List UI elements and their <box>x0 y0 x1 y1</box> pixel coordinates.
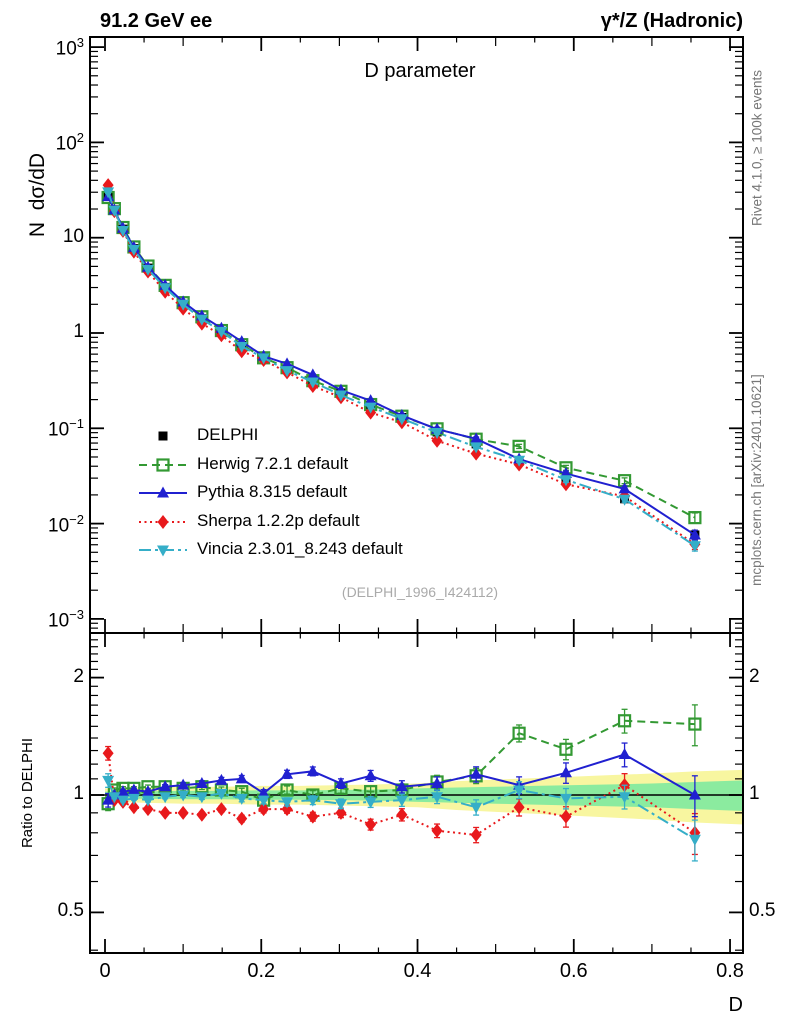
ratio-tick-label-right: 0.5 <box>749 900 776 922</box>
y-axis-tick-label: 1 <box>73 321 84 342</box>
ratio-tick-label-left: 1 <box>73 783 84 804</box>
beam-energy-label: 91.2 GeV ee <box>100 10 213 32</box>
legend-item-vincia: Vincia 2.3.01_8.243 default <box>197 539 403 558</box>
y-axis-tick-label: 10 <box>62 225 84 247</box>
ratio-tick-label-right: 2 <box>749 665 760 687</box>
x-axis-tick-label: 0.8 <box>716 960 744 982</box>
legend-item-herwig: Herwig 7.2.1 default <box>197 454 349 473</box>
series-delphi <box>104 191 700 540</box>
plot-title: D parameter <box>364 60 476 82</box>
legend-markers <box>139 432 187 557</box>
series-sherpa <box>103 178 701 854</box>
ratio-tick-label-left: 0.5 <box>57 900 84 922</box>
rivet-version-note: Rivet 4.1.0, ≥ 100k events <box>749 70 764 226</box>
series-herwig <box>103 192 701 811</box>
x-axis-tick-label: 0.2 <box>247 960 276 982</box>
x-axis-tick-label: 0.6 <box>559 960 588 982</box>
y-axis-tick-label: $10^{-1}$ <box>48 416 84 441</box>
ratio-tick-label-left: 2 <box>73 665 84 687</box>
mcplots-reference-note: mcplots.cern.ch [arXiv:2401.10621] <box>748 374 764 586</box>
y-axis-title-ratio: Ratio to DELPHI <box>18 737 36 849</box>
legend-item-delphi: DELPHI <box>197 425 259 444</box>
main-panel-frame <box>90 37 743 633</box>
y-axis-tick-label: $10^{-2}$ <box>48 511 84 536</box>
y-axis-title-main: N dσ/dD <box>26 152 49 238</box>
series-pythia <box>102 190 701 817</box>
x-axis-tick-label: 0 <box>99 960 111 982</box>
process-label: γ*/Z (Hadronic) <box>600 10 743 32</box>
y-axis-tick-label: $10^{-3}$ <box>48 606 84 632</box>
legend-item-pythia: Pythia 8.315 default <box>197 482 348 501</box>
legend-item-sherpa: Sherpa 1.2.2p default <box>197 511 360 530</box>
series-vincia <box>102 187 701 861</box>
analysis-watermark: (DELPHI_1996_I424112) <box>341 584 499 600</box>
y-axis-tick-label: $10^3$ <box>55 35 84 60</box>
x-axis-title: D <box>728 994 743 1016</box>
y-axis-tick-label: $10^2$ <box>55 130 84 155</box>
ratio-tick-label-right: 1 <box>749 783 760 804</box>
x-axis-tick-label: 0.4 <box>403 960 432 982</box>
